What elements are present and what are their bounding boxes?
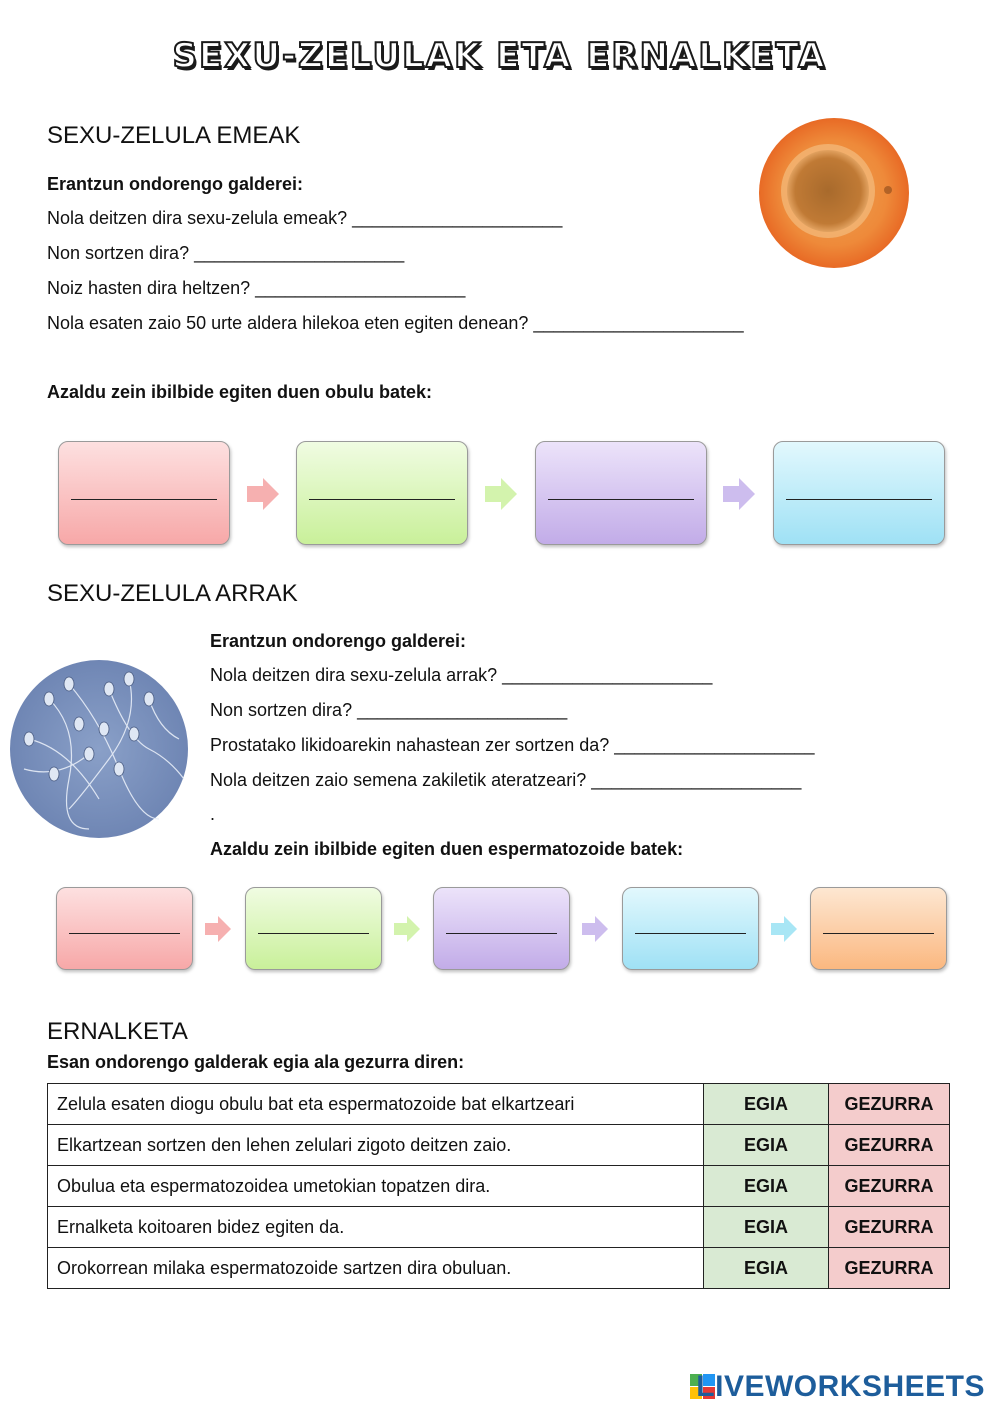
sperm-cells-image [9,659,189,839]
fertilization-instruction: Esan ondorengo galderak egia ala gezurra diren: [47,1052,465,1072]
arrow-icon [483,476,519,512]
arrow-icon [245,476,281,512]
false-option[interactable]: GEZURRA [829,1207,950,1248]
statement-cell: Ernalketa koitoaren bidez egiten da. [48,1207,704,1248]
arrow-icon [721,476,757,512]
sperm-path-box-1[interactable] [56,887,193,970]
male-path-instruction: Azaldu zein ibilbide egiten duen espermatozoide batek: [210,839,684,859]
egg-cell-image [758,117,910,269]
fertilization-heading: ERNALKETA [47,1018,188,1045]
egg-path-box-4[interactable] [773,441,945,545]
female-instruction: Erantzun ondorengo galderei: [47,174,304,194]
statement-cell: Zelula esaten diogu obulu bat eta espermatozoide bat elkartzeari [48,1084,704,1125]
egg-path-box-3[interactable] [535,441,707,545]
female-question-3: Noiz hasten dira heltzen? _____________________ [47,278,466,298]
egg-path-box-1[interactable] [58,441,230,545]
female-question-2: Non sortzen dira? _____________________ [47,243,405,263]
table-row [48,1207,950,1248]
true-option[interactable]: EGIA [704,1166,829,1207]
male-heading: SEXU-ZELULA ARRAK [47,580,298,607]
false-option[interactable]: GEZURRA [829,1125,950,1166]
true-option[interactable]: EGIA [704,1248,829,1289]
table-row [48,1125,950,1166]
arrow-icon [392,914,422,944]
male-question-1: Nola deitzen dira sexu-zelula arrak? _____________________ [210,665,713,685]
sperm-path-box-2[interactable] [245,887,382,970]
false-option[interactable]: GEZURRA [829,1248,950,1289]
false-option[interactable]: GEZURRA [829,1166,950,1207]
arrow-icon [769,914,799,944]
table-row [48,1166,950,1207]
male-dot: . [210,804,216,824]
statement-cell: Elkartzean sortzen den lehen zelulari zigoto deitzen zaio. [48,1125,704,1166]
female-heading: SEXU-ZELULA EMEAK [47,122,301,149]
male-question-2: Non sortzen dira? _____________________ [210,700,568,720]
female-question-4: Nola esaten zaio 50 urte aldera hilekoa eten egiten denean? _____________________ [47,313,744,333]
false-option[interactable]: GEZURRA [829,1084,950,1125]
arrow-icon [580,914,610,944]
table-row [48,1084,950,1125]
arrow-icon [203,914,233,944]
male-question-4: Nola deitzen zaio semena zakiletik ateratzeari? _____________________ [210,770,802,790]
liveworksheets-logo: LIVEWORKSHEETS [696,1370,985,1403]
female-question-1: Nola deitzen dira sexu-zelula emeak? _____________________ [47,208,563,228]
page-title: SEXU-ZELULAK ETA ERNALKETA [172,36,827,76]
true-false-table [47,1083,950,1289]
male-instruction: Erantzun ondorengo galderei: [210,631,467,651]
male-question-3: Prostatako likidoarekin nahastean zer sortzen da? ____________________ [210,735,815,755]
sperm-path-box-4[interactable] [622,887,759,970]
true-option[interactable]: EGIA [704,1207,829,1248]
female-path-instruction: Azaldu zein ibilbide egiten duen obulu batek: [47,382,433,402]
table-row [48,1248,950,1289]
sperm-path-box-5[interactable] [810,887,947,970]
statement-cell: Orokorrean milaka espermatozoide sartzen dira obuluan. [48,1248,704,1289]
sperm-path-box-3[interactable] [433,887,570,970]
true-option[interactable]: EGIA [704,1084,829,1125]
egg-path-box-2[interactable] [296,441,468,545]
statement-cell: Obulua eta espermatozoidea umetokian topatzen dira. [48,1166,704,1207]
true-option[interactable]: EGIA [704,1125,829,1166]
